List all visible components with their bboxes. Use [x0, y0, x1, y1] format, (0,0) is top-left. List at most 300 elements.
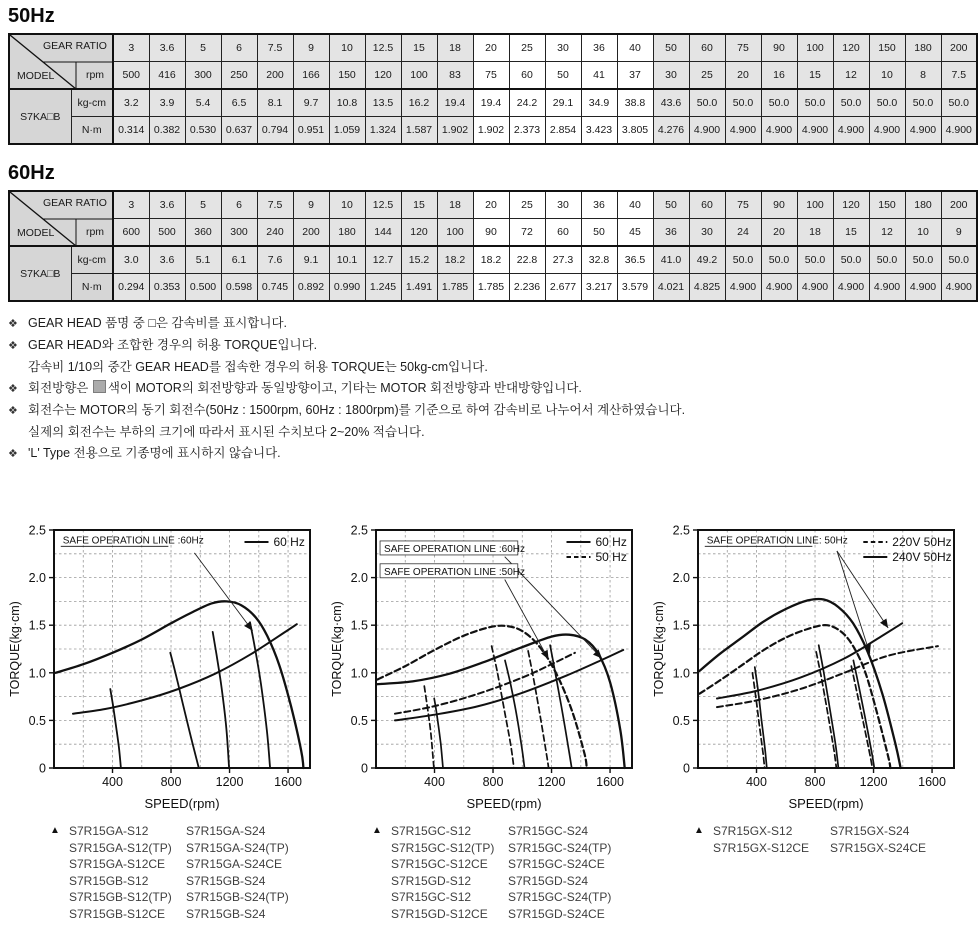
note-line: ❖ 회전수는 MOTOR의 동기 회전수(50Hz : 1500rpm, 60Hz : 1800rpm)를 기준으로 하여 감속비로 나누어서 계산하였습니다. [8, 400, 980, 422]
table-cell: 4.900 [797, 274, 833, 302]
table-cell: 180 [905, 34, 941, 62]
unit-nm-cell: N·m [71, 274, 113, 302]
model-code: S7R15GC-S24CE [508, 857, 605, 871]
model-list-row [694, 840, 972, 857]
model-code: S7R15GD-S24 [508, 873, 589, 888]
table-cell: 49.2 [689, 246, 725, 274]
table-corner-cell [9, 34, 113, 89]
table-cell: 50 [653, 34, 689, 62]
svg-text:800: 800 [160, 775, 182, 789]
svg-text:1.5: 1.5 [672, 618, 690, 633]
table-cell: 500 [149, 219, 185, 247]
unit-kgcm-cell: kg-cm [71, 246, 113, 274]
table-cell: 150 [869, 191, 905, 219]
table-cell: 4.900 [905, 274, 941, 302]
svg-text:TORQUE(kg·cm): TORQUE(kg·cm) [330, 601, 344, 697]
note-bullet-icon: ❖ [8, 340, 18, 352]
svg-text:0: 0 [361, 761, 368, 776]
note-line: ❖ GEAR HEAD와 조합한 경우의 허용 TORQUE입니다. [8, 335, 980, 357]
table-cell: 5 [185, 191, 221, 219]
table-cell: 18.2 [473, 246, 509, 274]
table-cell: 60 [545, 219, 581, 247]
svg-text:1600: 1600 [274, 775, 302, 789]
triangle-spacer [50, 906, 69, 923]
table-cell: 5.1 [185, 246, 221, 274]
table-cell: 5.4 [185, 89, 221, 117]
svg-text:1600: 1600 [596, 775, 624, 789]
svg-text:2.5: 2.5 [350, 523, 368, 538]
triangle-marker-icon: ▲ [50, 825, 60, 836]
table-cell: 4.900 [761, 274, 797, 302]
section-title-50hz: 50Hz [8, 5, 55, 27]
note-bullet-icon: ❖ [8, 448, 18, 460]
table-cell: 30 [689, 219, 725, 247]
table-cell: 20 [761, 219, 797, 247]
table-cell: 180 [329, 219, 365, 247]
table-cell: 120 [401, 219, 437, 247]
model-code: S7R15GC-S24(TP) [508, 890, 612, 904]
table-cell: 6.5 [221, 89, 257, 117]
table-cell: 50.0 [725, 89, 761, 117]
table-cell: 9 [293, 191, 329, 219]
table-cell: 0.951 [293, 117, 329, 145]
svg-text:0: 0 [683, 761, 690, 776]
table-cell: 34.9 [581, 89, 617, 117]
model-code: S7R15GC-S12 [391, 890, 472, 904]
section-title-60hz: 60Hz [8, 162, 55, 184]
table-cell: 75 [725, 191, 761, 219]
triangle-spacer [372, 889, 391, 906]
table-cell: 3.9 [149, 89, 185, 117]
table-cell: 36 [653, 219, 689, 247]
table-cell: 1.324 [365, 117, 401, 145]
note-line: ❖ 회전방향은 색이 MOTOR의 회전방향과 동일방향이고, 기타는 MOTOR 회전방향과 반대방향입니다. [8, 378, 980, 400]
table-cell: 4.825 [689, 274, 725, 302]
model-list-row [372, 906, 650, 923]
svg-text:SAFE OPERATION LINE :60Hz: SAFE OPERATION LINE :60Hz [384, 543, 526, 555]
model-code: S7R15GB-S12 [69, 873, 149, 888]
table-cell: 32.8 [581, 246, 617, 274]
svg-text:1200: 1200 [859, 775, 888, 789]
table-cell: 0.598 [221, 274, 257, 302]
table-cell: 200 [941, 191, 977, 219]
model-code: S7R15GA-S24CE [186, 857, 283, 871]
table-cell: 50.0 [797, 246, 833, 274]
model-list-row [50, 823, 328, 840]
model-code: S7R15GX-S24 [830, 824, 910, 838]
table-cell: 10.8 [329, 89, 365, 117]
table-cell: 3.6 [149, 246, 185, 274]
table-cell: 16.2 [401, 89, 437, 117]
table-cell: 7.5 [941, 62, 977, 90]
table-cell: 1.902 [473, 117, 509, 145]
table-cell: 4.900 [833, 117, 869, 145]
table-cell: 0.294 [113, 274, 149, 302]
svg-text:60 Hz: 60 Hz [595, 535, 627, 549]
table-cell: 90 [473, 219, 509, 247]
table-cell: 10 [329, 191, 365, 219]
table-cell: 3.6 [149, 191, 185, 219]
model-code: S7R15GC-S12CE [391, 857, 488, 871]
table-cell: 4.900 [941, 117, 977, 145]
table-cell: 50.0 [761, 246, 797, 274]
svg-text:SPEED(rpm): SPEED(rpm) [144, 796, 220, 811]
triangle-spacer [372, 840, 391, 857]
table-cell: 12.5 [365, 191, 401, 219]
corner-top-label: GEAR RATIO [43, 197, 107, 209]
model-list-row [372, 856, 650, 873]
table-cell: 4.900 [905, 117, 941, 145]
table-cell: 12.5 [365, 34, 401, 62]
table-cell: 12.7 [365, 246, 401, 274]
table-cell: 40 [617, 191, 653, 219]
table-cell: 45 [617, 219, 653, 247]
table-cell: 8 [905, 62, 941, 90]
table-cell: 50.0 [869, 246, 905, 274]
table-cell: 6.1 [221, 246, 257, 274]
table-cell: 50 [581, 219, 617, 247]
svg-text:SAFE OPERATION LINE: 50Hz: SAFE OPERATION LINE: 50Hz [706, 535, 848, 547]
triangle-marker-icon: ▲ [372, 825, 382, 836]
svg-text:400: 400 [102, 775, 123, 789]
table-cell: 27.3 [545, 246, 581, 274]
table-cell: 18 [797, 219, 833, 247]
table-cell: 36.5 [617, 246, 653, 274]
table-cell: 0.530 [185, 117, 221, 145]
svg-text:0.5: 0.5 [350, 713, 368, 728]
svg-text:1200: 1200 [215, 775, 244, 789]
table-cell: 60 [689, 34, 725, 62]
table-cell: 150 [869, 34, 905, 62]
corner-left-label: MODEL [17, 227, 55, 239]
charts-row [6, 518, 980, 922]
table-cell: 1.785 [437, 274, 473, 302]
svg-text:0.5: 0.5 [672, 713, 690, 728]
model-code: S7R15GX-S12CE [713, 840, 810, 855]
table-cell: 240 [257, 219, 293, 247]
torque-speed-chart-50-60hz [328, 518, 644, 814]
table-cell: 10.1 [329, 246, 365, 274]
model-code: S7R15GD-S24CE [508, 906, 605, 921]
table-cell: 120 [833, 191, 869, 219]
table-cell: 60 [509, 62, 545, 90]
model-code: S7R15GC-S12 [391, 824, 472, 838]
table-cell: 90 [761, 191, 797, 219]
model-code: S7R15GX-S24CE [830, 840, 927, 855]
table-cell: 18 [437, 34, 473, 62]
table-cell: 37 [617, 62, 653, 90]
svg-text:0.5: 0.5 [28, 713, 46, 728]
table-cell: 300 [185, 62, 221, 90]
table-cell: 4.900 [941, 274, 977, 302]
table-cell: 7.6 [257, 246, 293, 274]
model-list-row [50, 906, 328, 923]
table-cell: 150 [329, 62, 365, 90]
torque-speed-chart-220-240v [650, 518, 966, 814]
table-cell: 19.4 [437, 89, 473, 117]
table-cell: 300 [221, 219, 257, 247]
table-cell: 10 [869, 62, 905, 90]
table-cell: 7.5 [257, 191, 293, 219]
model-list-row [694, 823, 972, 840]
model-list-2 [372, 823, 650, 922]
svg-text:1.5: 1.5 [28, 618, 46, 633]
table-cell: 500 [113, 62, 149, 90]
table-cell: 50.0 [797, 89, 833, 117]
model-list-row [372, 840, 650, 857]
svg-text:240V 50Hz: 240V 50Hz [892, 550, 952, 564]
table-cell: 1.902 [437, 117, 473, 145]
svg-text:SPEED(rpm): SPEED(rpm) [466, 796, 542, 811]
table-cell: 41.0 [653, 246, 689, 274]
table-cell: 416 [149, 62, 185, 90]
table-cell: 100 [797, 191, 833, 219]
table-cell: 15 [797, 62, 833, 90]
svg-text:400: 400 [424, 775, 445, 789]
direction-color-swatch [93, 380, 106, 393]
table-cell: 200 [293, 219, 329, 247]
model-code: S7R15GA-S12(TP) [69, 840, 172, 855]
table-cell: 4.900 [725, 274, 761, 302]
model-code: S7R15GB-S24(TP) [186, 890, 289, 904]
table-cell: 0.794 [257, 117, 293, 145]
table-cell: 0.892 [293, 274, 329, 302]
table-cell: 50.0 [905, 246, 941, 274]
table-cell: 0.745 [257, 274, 293, 302]
model-code: S7R15GC-S24 [508, 824, 589, 838]
chart-panel-1 [6, 518, 328, 922]
model-name-cell: S7KA□B [9, 246, 71, 301]
table-cell: 6 [221, 34, 257, 62]
table-cell: 3.6 [149, 34, 185, 62]
table-cell: 3.217 [581, 274, 617, 302]
model-code: S7R15GA-S12CE [69, 857, 166, 871]
table-cell: 4.900 [761, 117, 797, 145]
table-cell: 36 [581, 191, 617, 219]
table-cell: 16 [761, 62, 797, 90]
svg-text:2.0: 2.0 [350, 571, 368, 586]
svg-text:1200: 1200 [537, 775, 566, 789]
table-cell: 15.2 [401, 246, 437, 274]
table-cell: 1.245 [365, 274, 401, 302]
svg-text:800: 800 [482, 775, 504, 789]
model-code: S7R15GB-S12(TP) [69, 890, 172, 904]
table-cell: 4.900 [833, 274, 869, 302]
svg-text:60 Hz: 60 Hz [273, 535, 305, 549]
table-cell: 4.900 [869, 274, 905, 302]
table-cell: 7.5 [257, 34, 293, 62]
table-cell: 120 [365, 62, 401, 90]
model-list-row [50, 856, 328, 873]
table-cell: 75 [725, 34, 761, 62]
triangle-marker-icon: ▲ [694, 825, 704, 836]
svg-text:SPEED(rpm): SPEED(rpm) [788, 796, 864, 811]
table-cell: 1.587 [401, 117, 437, 145]
table-cell: 3.0 [113, 246, 149, 274]
gear-table-50hz [8, 33, 978, 145]
note-bullet-icon: ❖ [8, 383, 18, 395]
table-cell: 50.0 [833, 89, 869, 117]
table-cell: 50.0 [869, 89, 905, 117]
svg-text:1.0: 1.0 [350, 666, 368, 681]
corner-rpm-label: rpm [85, 226, 105, 238]
model-code: S7R15GX-S12 [713, 824, 793, 838]
table-cell: 0.500 [185, 274, 221, 302]
table-cell: 29.1 [545, 89, 581, 117]
note-line: ❖ GEAR HEAD 품명 중 □은 감속비를 표시합니다. [8, 313, 980, 335]
model-code: S7R15GC-S24(TP) [508, 840, 612, 855]
table-cell: 4.900 [689, 117, 725, 145]
model-code: S7R15GB-S12CE [69, 906, 166, 921]
table-cell: 13.5 [365, 89, 401, 117]
model-list-row [50, 840, 328, 857]
table-cell: 10 [905, 219, 941, 247]
table-cell: 25 [509, 191, 545, 219]
table-cell: 1.491 [401, 274, 437, 302]
model-code: S7R15GA-S24 [186, 824, 266, 838]
chart-panel-2 [328, 518, 650, 922]
footnotes [8, 313, 980, 465]
table-cell: 25 [509, 34, 545, 62]
table-cell: 19.4 [473, 89, 509, 117]
triangle-spacer [50, 873, 69, 890]
table-cell: 22.8 [509, 246, 545, 274]
model-list-row [372, 823, 650, 840]
table-cell: 50 [545, 62, 581, 90]
table-cell: 4.900 [797, 117, 833, 145]
svg-text:1.5: 1.5 [350, 618, 368, 633]
table-cell: 40 [617, 34, 653, 62]
table-cell: 50.0 [761, 89, 797, 117]
table-cell: 30 [653, 62, 689, 90]
svg-text:2.0: 2.0 [28, 571, 46, 586]
table-cell: 24 [725, 219, 761, 247]
model-code: S7R15GA-S24(TP) [186, 840, 289, 855]
table-cell: 9.7 [293, 89, 329, 117]
table-cell: 9.1 [293, 246, 329, 274]
table-cell: 200 [257, 62, 293, 90]
corner-top-label: GEAR RATIO [43, 40, 107, 52]
note-bullet-icon: ❖ [8, 405, 18, 417]
table-cell: 600 [113, 219, 149, 247]
table-cell: 25 [689, 62, 725, 90]
table-cell: 72 [509, 219, 545, 247]
corner-rpm-label: rpm [85, 69, 105, 81]
triangle-spacer [372, 873, 391, 890]
model-code: S7R15GB-S24 [186, 906, 266, 921]
table-cell: 360 [185, 219, 221, 247]
table-cell: 4.276 [653, 117, 689, 145]
svg-text:1600: 1600 [918, 775, 946, 789]
table-cell: 20 [725, 62, 761, 90]
corner-left-label: MODEL [17, 70, 55, 82]
svg-text:2.5: 2.5 [672, 523, 690, 538]
table-cell: 2.373 [509, 117, 545, 145]
table-cell: 3 [113, 34, 149, 62]
table-cell: 8.1 [257, 89, 293, 117]
model-list-row [372, 873, 650, 890]
triangle-spacer [694, 840, 713, 857]
triangle-spacer [50, 889, 69, 906]
svg-text:1.0: 1.0 [672, 666, 690, 681]
table-cell: 4.900 [869, 117, 905, 145]
table-cell: 18.2 [437, 246, 473, 274]
table-cell: 100 [437, 219, 473, 247]
model-list-row [50, 873, 328, 890]
table-cell: 2.236 [509, 274, 545, 302]
table-cell: 0.990 [329, 274, 365, 302]
triangle-spacer [372, 906, 391, 923]
chart-panel-3 [650, 518, 972, 922]
table-cell: 24.2 [509, 89, 545, 117]
model-list-1 [50, 823, 328, 922]
table-cell: 5 [185, 34, 221, 62]
unit-kgcm-cell: kg-cm [71, 89, 113, 117]
table-cell: 4.900 [725, 117, 761, 145]
table-cell: 100 [401, 62, 437, 90]
note-bullet-icon: ❖ [8, 318, 18, 330]
table-cell: 9 [293, 34, 329, 62]
table-cell: 12 [869, 219, 905, 247]
table-cell: 75 [473, 62, 509, 90]
model-code: S7R15GB-S24 [186, 873, 266, 888]
table-cell: 50 [653, 191, 689, 219]
svg-text:TORQUE(kg·cm): TORQUE(kg·cm) [8, 601, 22, 697]
table-cell: 20 [473, 34, 509, 62]
model-code: S7R15GA-S12 [69, 824, 149, 838]
table-cell: 2.854 [545, 117, 581, 145]
table-cell: 1.785 [473, 274, 509, 302]
svg-text:2.0: 2.0 [672, 571, 690, 586]
table-cell: 20 [473, 191, 509, 219]
table-cell: 50.0 [689, 89, 725, 117]
torque-speed-chart-60hz [6, 518, 322, 814]
table-cell: 43.6 [653, 89, 689, 117]
table-cell: 120 [833, 34, 869, 62]
triangle-spacer [50, 856, 69, 873]
table-cell: 3.579 [617, 274, 653, 302]
note-line: 실제의 회전수는 부하의 크기에 따라서 표시된 수치보다 2~20% 적습니다. [28, 425, 425, 439]
model-name-cell: S7KA□B [9, 89, 71, 144]
gear-table-60hz [8, 190, 978, 302]
table-cell: 50.0 [725, 246, 761, 274]
table-cell: 0.314 [113, 117, 149, 145]
triangle-spacer [372, 856, 391, 873]
svg-text:TORQUE(kg·cm): TORQUE(kg·cm) [652, 601, 666, 697]
table-cell: 3 [113, 191, 149, 219]
model-list-row [372, 889, 650, 906]
svg-text:800: 800 [804, 775, 826, 789]
table-cell: 4.021 [653, 274, 689, 302]
table-cell: 50.0 [941, 89, 977, 117]
table-cell: 18 [437, 191, 473, 219]
svg-text:SAFE OPERATION LINE :60Hz: SAFE OPERATION LINE :60Hz [62, 535, 204, 547]
table-cell: 15 [833, 219, 869, 247]
table-cell: 6 [221, 191, 257, 219]
triangle-spacer [50, 840, 69, 857]
note-line: ❖ 'L' Type 전용으로 기종명에 표시하지 않습니다. [8, 443, 980, 465]
note-line: 감속비 1/10의 중간 GEAR HEAD를 접속한 경우의 허용 TORQUE는 50kg-cm입니다. [28, 360, 488, 374]
table-cell: 50.0 [941, 246, 977, 274]
table-cell: 180 [905, 191, 941, 219]
table-cell: 30 [545, 191, 581, 219]
svg-text:1.0: 1.0 [28, 666, 46, 681]
table-cell: 50.0 [833, 246, 869, 274]
model-code: S7R15GD-S12 [391, 873, 472, 888]
table-cell: 41 [581, 62, 617, 90]
table-cell: 250 [221, 62, 257, 90]
svg-text:50 Hz: 50 Hz [595, 550, 627, 564]
